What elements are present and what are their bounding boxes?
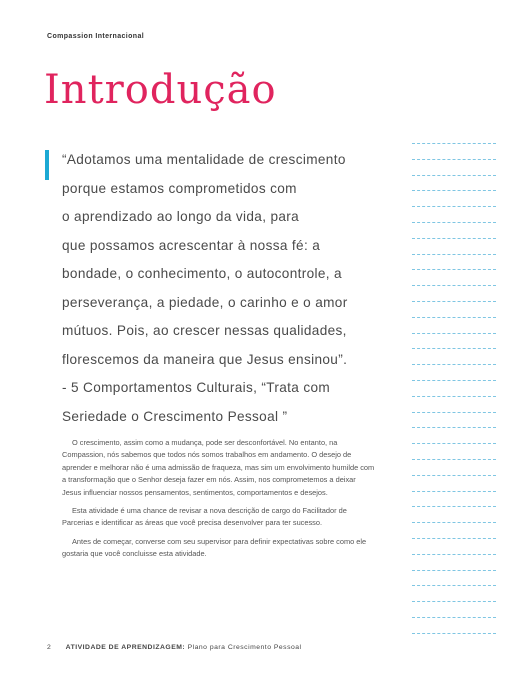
note-line bbox=[412, 554, 496, 555]
note-line bbox=[412, 348, 496, 349]
note-line bbox=[412, 175, 496, 176]
note-line bbox=[412, 443, 496, 444]
note-line bbox=[412, 570, 496, 571]
note-line bbox=[412, 585, 496, 586]
body-paragraph: Esta atividade é uma chance de revisar a nova descrição de cargo do Facilitador de Parcerias e identificar as áreas que você precisa desenvolver para ter sucesso. bbox=[62, 506, 347, 528]
note-line bbox=[412, 317, 496, 318]
page-title: Introdução bbox=[44, 67, 277, 113]
quote-line: o aprendizado ao longo da vida, para bbox=[62, 209, 300, 224]
page-number: 2 bbox=[47, 644, 52, 651]
note-line bbox=[412, 380, 496, 381]
body-paragraph: Antes de começar, converse com seu supervisor para definir expectativas sobre como ele gostaria que você concluisse esta atividade. bbox=[62, 536, 367, 559]
note-line bbox=[412, 459, 496, 460]
note-line bbox=[412, 301, 496, 302]
note-line bbox=[412, 269, 496, 270]
note-line bbox=[412, 491, 496, 492]
quote-line: que possamos acrescentar à nossa fé: a bbox=[62, 237, 321, 253]
note-line bbox=[412, 475, 496, 476]
page-footer bbox=[47, 644, 302, 651]
note-line bbox=[412, 522, 496, 523]
note-line bbox=[412, 206, 496, 207]
quote-line: bondade, o conhecimento, o autocontrole, a bbox=[62, 266, 342, 281]
note-line bbox=[412, 364, 496, 365]
note-line bbox=[412, 190, 496, 191]
note-line bbox=[412, 143, 496, 144]
quote-line: porque estamos comprometidos com bbox=[62, 180, 297, 196]
header-organization: Compassion Internacional bbox=[47, 33, 145, 40]
quote-line: florescemos da maneira que Jesus ensinou”. bbox=[62, 351, 348, 367]
note-line bbox=[412, 238, 496, 239]
pull-quote bbox=[62, 146, 402, 431]
note-line bbox=[412, 538, 496, 539]
note-line bbox=[412, 601, 496, 602]
note-line bbox=[412, 333, 496, 334]
quote-line: Seriedade o Crescimento Pessoal ” bbox=[62, 408, 288, 424]
note-line bbox=[412, 159, 496, 160]
body-text bbox=[62, 437, 377, 567]
note-line bbox=[412, 506, 496, 507]
note-line bbox=[412, 427, 496, 428]
note-line bbox=[412, 254, 496, 255]
quote-accent-bar bbox=[45, 150, 49, 180]
quote-line: mútuos. Pois, ao crescer nessas qualidades, bbox=[62, 323, 347, 338]
note-line bbox=[412, 222, 496, 223]
quote-line: perseverança, a piedade, o carinho e o amor bbox=[62, 294, 348, 310]
note-line bbox=[412, 633, 496, 634]
note-line bbox=[412, 396, 496, 397]
quote-line: - 5 Comportamentos Culturais, “Trata com bbox=[62, 380, 331, 395]
note-line bbox=[412, 285, 496, 286]
body-paragraph: O crescimento, assim como a mudança, pode ser desconfortável. No entanto, na Compassion, nós sabemos que todos nós somos trabalhos em andamento. O desejo de aprender e melhorar não é uma admissão de fraqueza, mas sim um envolvimento humilde com a transformação que o Senhor deseja fazer em nós. Assim, nos comprometemos a deixar Jesus influenciar nossos pensamentos, sentimentos, comportamentos e desejos. bbox=[62, 438, 375, 497]
footer-label: ATIVIDADE DE APRENDIZAGEM: bbox=[65, 644, 186, 651]
note-line bbox=[412, 617, 496, 618]
quote-line: “Adotamos uma mentalidade de crescimento bbox=[62, 152, 346, 167]
note-line bbox=[412, 412, 496, 413]
note-lines bbox=[412, 143, 496, 649]
footer-subtitle: Plano para Crescimento Pessoal bbox=[187, 644, 302, 651]
